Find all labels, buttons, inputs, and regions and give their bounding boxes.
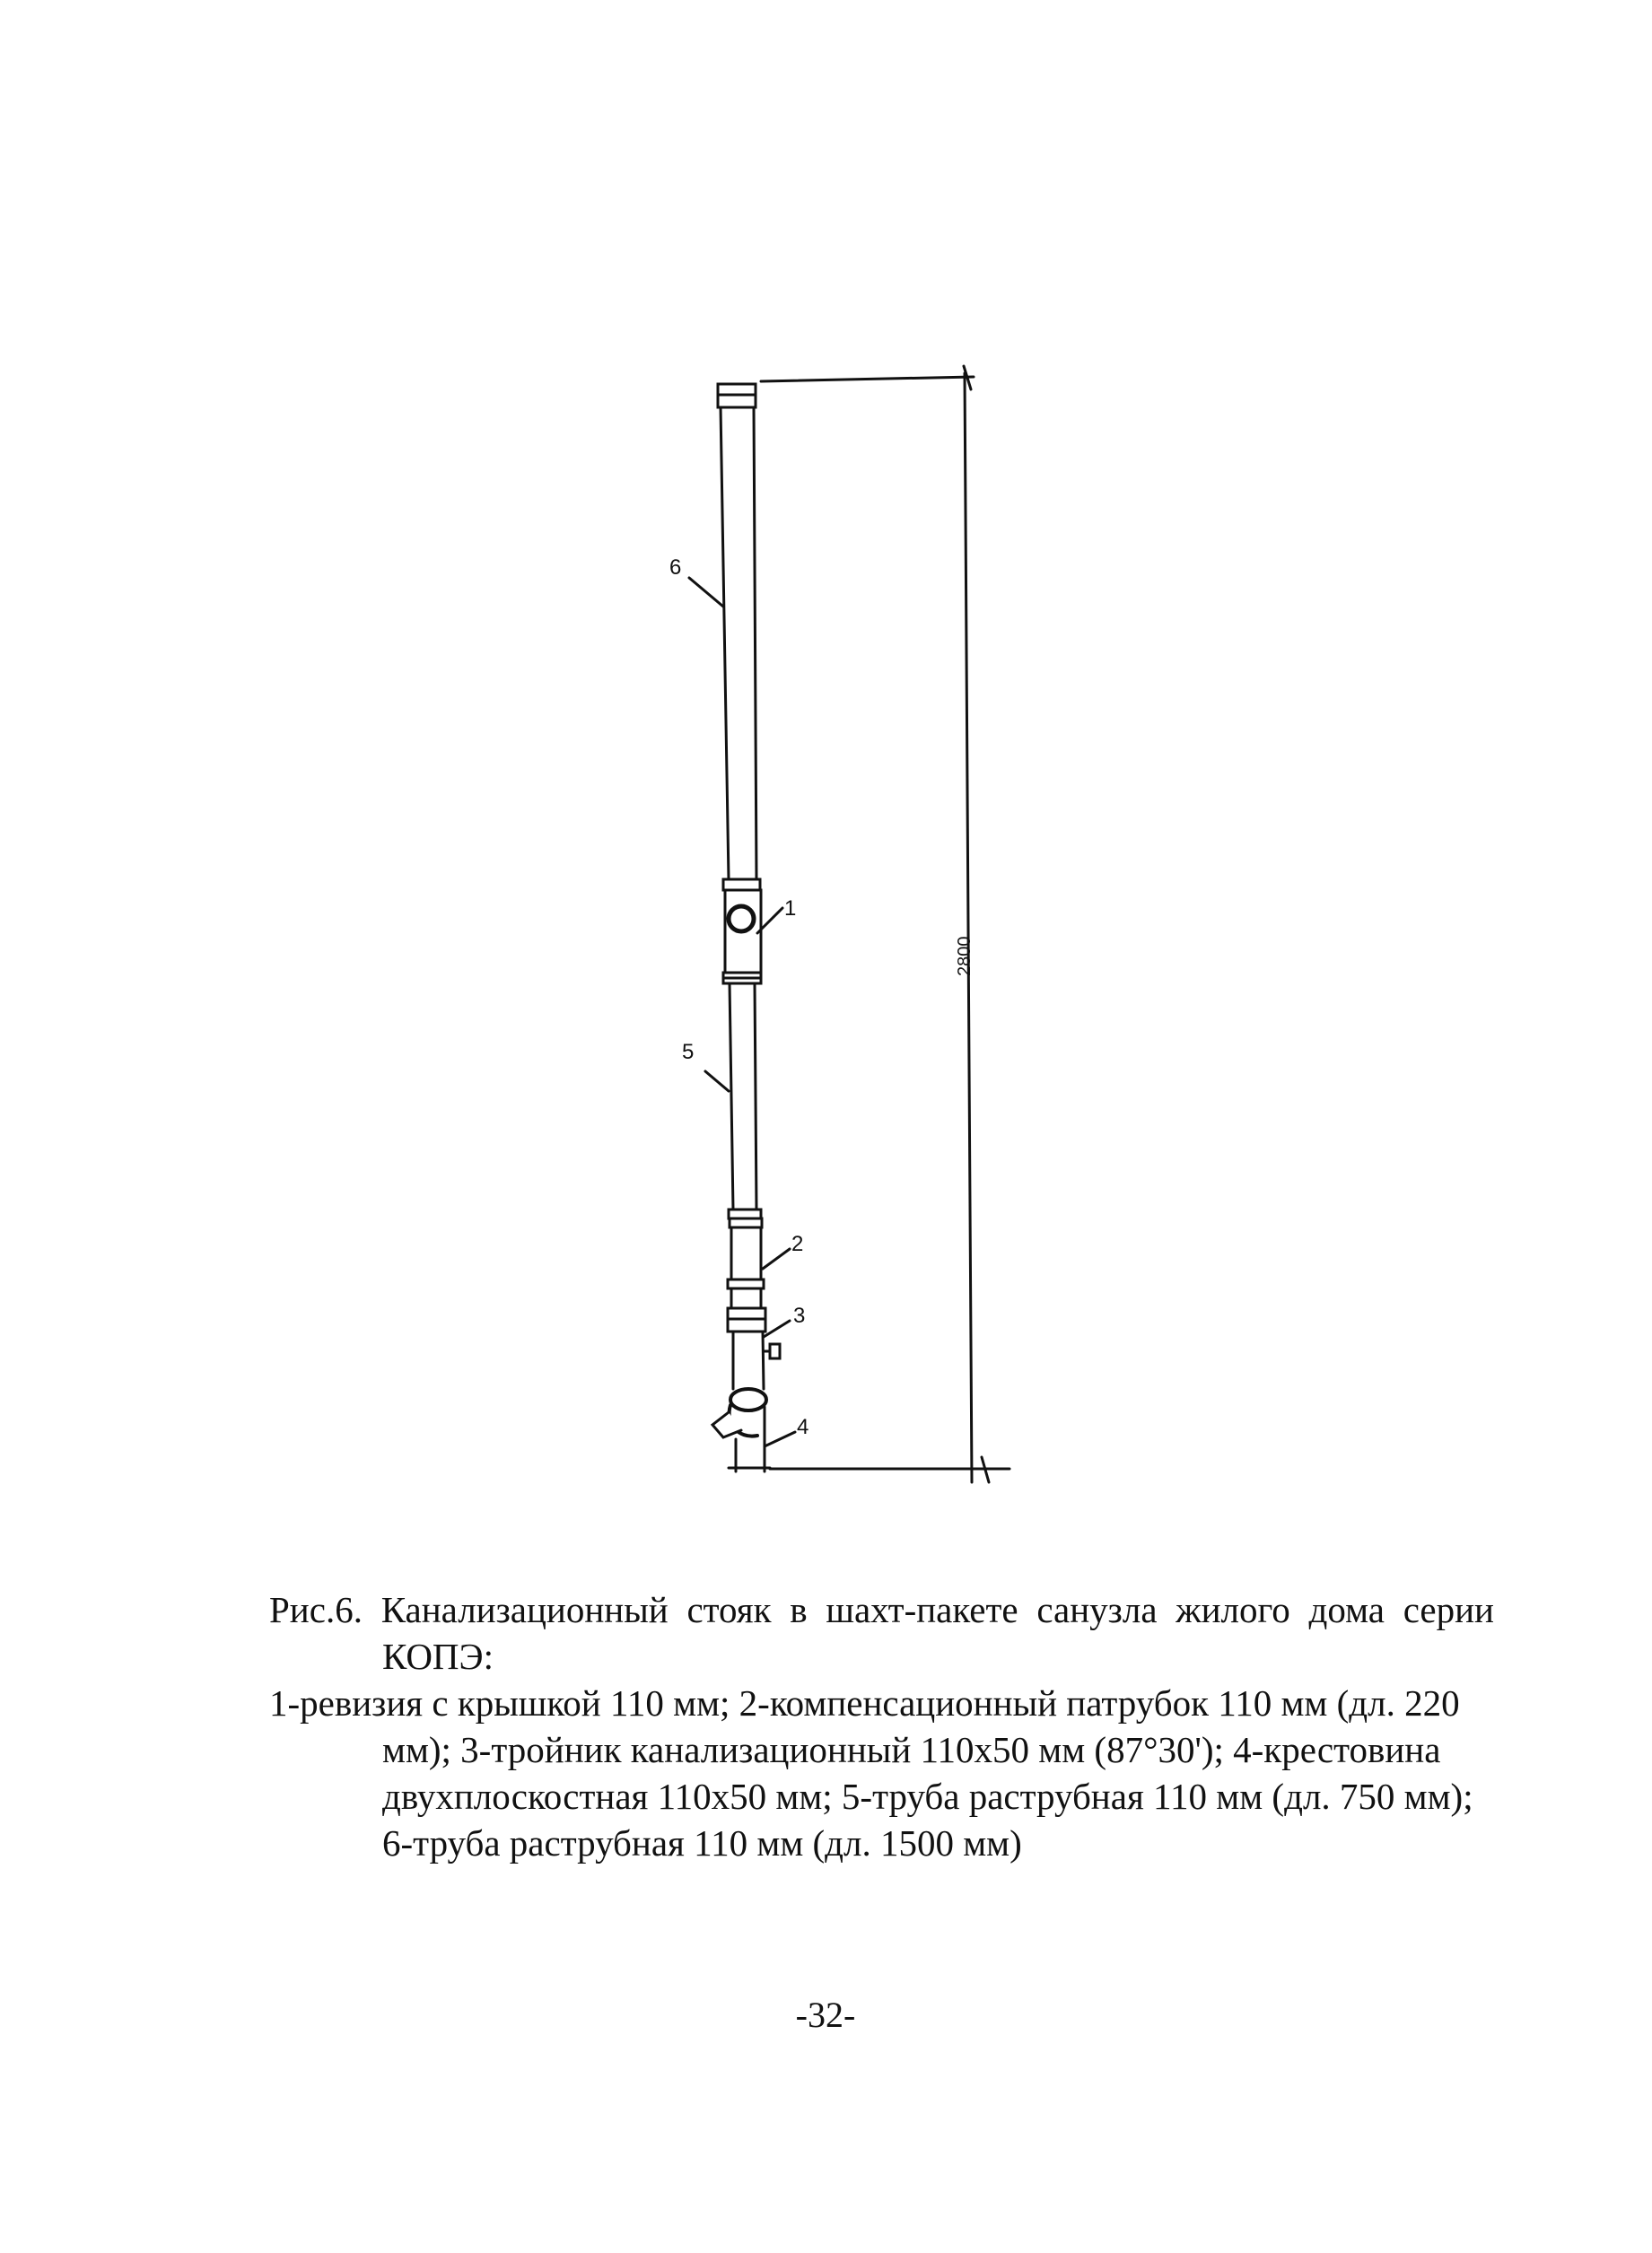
figure-caption [269,1586,1494,1866]
caption-legend-line-3: двухплоскостная 110х50 мм; 5-труба раструбная 110 мм (дл. 750 мм); [382,1776,1473,1817]
caption-legend-line-1: 1-ревизия с крышкой 110 мм; 2-компенсационный патрубок 110 мм (дл. 220 [269,1682,1460,1724]
leader-line-4 [765,1432,795,1446]
pipe-6-socket-1500 [718,384,756,879]
sewer-tee-3 [728,1319,780,1389]
page-number: -32- [795,1995,856,2035]
compensation-pipe-2 [728,1218,765,1319]
callout-4: 4 [797,1415,809,1439]
revision-1 [723,879,761,983]
callout-2: 2 [791,1232,804,1256]
caption-legend-line-2: мм); 3-тройник канализационный 110х50 мм (87°30'); 4-крестовина [382,1729,1441,1770]
cross-4 [712,1389,770,1471]
caption-title-line-1: Рис.6. Канализационный стояк в шахт-пакете санузла жилого дома серии [269,1589,1494,1630]
leader-line-5 [705,1071,729,1091]
leader-line-2 [763,1249,790,1269]
callout-6: 6 [669,555,682,580]
leader-line-3 [764,1321,790,1337]
caption-legend-line-4: 6-труба раструбная 110 мм (дл. 1500 мм) [382,1822,1022,1864]
caption-title-line-2: КОПЭ: [382,1636,494,1677]
callout-1: 1 [784,896,797,921]
callout-3: 3 [793,1304,806,1328]
dimension-label: 2800 [955,936,975,976]
pipe-5-socket-750 [729,983,761,1218]
callout-5: 5 [682,1040,695,1064]
leader-line-6 [689,578,723,607]
